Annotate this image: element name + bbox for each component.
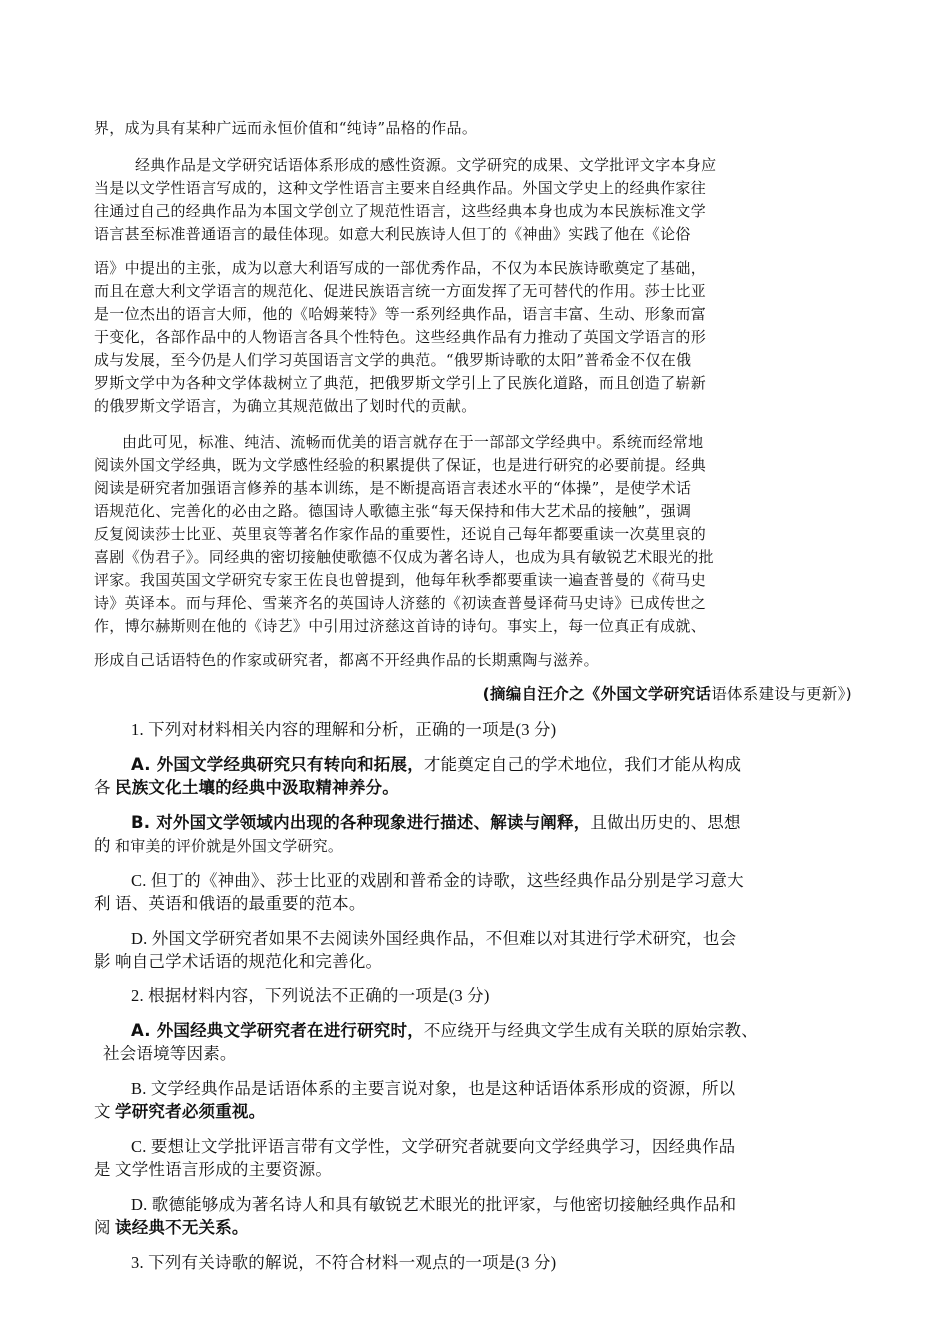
q1-option-a-rest: 才能奠定自己的学术地位，我们才能从构成 — [423, 755, 742, 774]
q1-option-b[interactable] — [131, 813, 741, 833]
passage-line: 语规范化、完善化的必由之路。德国诗人歌德主张“每天保持和伟大艺术品的接触”，强调 — [94, 502, 692, 520]
passage-line: 反复阅读莎士比亚、英里哀等著名作家作品的重要性，还说自己每年都要重读一次莫里哀的 — [94, 525, 707, 543]
question-3-stem: 3. 下列有关诗歌的解说，不符合材料一观点的一项是(3 分) — [131, 1253, 557, 1272]
passage-line: 喜剧《伪君子》。同经典的密切接触使歌德不仅成为著名诗人，也成为具有敏锐艺术眼光的批 — [94, 548, 714, 566]
q2-option-a-cont: 社会语境等因素。 — [103, 1044, 237, 1063]
q1-option-d-cont: 影 响自己学术话语的规范化和完善化。 — [94, 952, 383, 971]
q2-option-b[interactable]: B. 文学经典作品是话语体系的主要言说对象，也是这种话语体系形成的资源，所以 — [131, 1079, 736, 1098]
q2-option-c-cont: 是 文学性语言形成的主要资源。 — [94, 1160, 333, 1179]
q2-option-d-cont-prefix: 阅 — [94, 1218, 116, 1237]
q1-option-b-cont-text: 和审美的评价就是外国文学研究。 — [115, 837, 344, 855]
source-citation — [483, 684, 852, 704]
q2-option-d[interactable]: D. 歌德能够成为著名诗人和具有敏锐艺术眼光的批评家，与他密切接触经典作品和 — [131, 1195, 737, 1214]
q1-option-b-bold: B. 对外国文学领域内出现的各种现象进行描述、解读与阐释， — [131, 813, 591, 832]
passage-line: 由此可见，标准、纯洁、流畅而优美的语言就存在于一部部文学经典中。系统而经常地 — [122, 433, 704, 451]
passage-line: 作，博尔赫斯则在他的《诗艺》中引用过济慈这首诗的诗句。事实上，每一位真正有成就、 — [94, 617, 707, 635]
passage-line: 的俄罗斯文学语言，为确立其规范做出了划时代的贡献。 — [94, 397, 477, 415]
passage-line: 经典作品是文学研究话语体系形成的感性资源。文学研究的成果、文学批评文字本身应 — [135, 156, 717, 174]
passage-line: 语言甚至标准普通语言的最佳体现。如意大利民族诗人但丁的《神曲》实践了他在《论俗 — [94, 225, 691, 243]
q1-option-b-cont — [94, 836, 343, 856]
passage-line: 界，成为具有某种广远而永恒价值和“纯诗”品格的作品。 — [94, 119, 478, 137]
passage-line: 诗》英译本。而与拜伦、雪莱齐名的英国诗人济慈的《初读查普曼译荷马史诗》已成传世之 — [94, 594, 707, 612]
passage-line: 阅读是研究者加强语言修养的基本训练，是不断提高语言表述水平的“体操”，是使学术话 — [94, 479, 692, 497]
question-2-stem: 2. 根据材料内容，下列说法不正确的一项是(3 分) — [131, 986, 490, 1005]
q1-option-c-cont: 利 语、英语和俄语的最重要的范本。 — [94, 894, 366, 913]
q2-option-c[interactable]: C. 要想让文学批评语言带有文学性，文学研究者就要向文学经典学习，因经典作品 — [131, 1137, 736, 1156]
q1-option-b-cont-prefix: 的 — [94, 836, 116, 855]
q2-option-b-cont — [94, 1102, 265, 1122]
passage-line: 往通过自己的经典作品为本国文学创立了规范性语言，这些经典本身也成为本民族标准文学 — [94, 202, 707, 220]
q1-option-d[interactable]: D. 外国文学研究者如果不去阅读外国经典作品，不但难以对其进行学术研究，也会 — [131, 929, 737, 948]
passage-line: 而且在意大利文学语言的规范化、促进民族语言统一方面发挥了无可替代的作用。莎士比亚 — [94, 282, 707, 300]
q2-option-b-cont-bold: 学研究者必须重视。 — [115, 1102, 266, 1121]
q2-option-a-bold: A. 外国经典文学研究者在进行研究时， — [131, 1021, 424, 1040]
q1-option-a-cont-bold: 民族文化土壤的经典中汲取精神养分。 — [115, 778, 399, 797]
q1-option-a-cont — [94, 778, 399, 798]
passage-line: 于变化，各部作品中的人物语言各具个性特色。这些经典作品有力推动了英国文学语言的形 — [94, 328, 707, 346]
q2-option-d-cont — [94, 1218, 249, 1238]
q2-option-a[interactable] — [131, 1021, 758, 1041]
passage-line: 语》中提出的主张，成为以意大利语写成的一部优秀作品，不仅为本民族诗歌奠定了基础， — [94, 259, 707, 277]
passage-line: 形成自己话语特色的作家或研究者，都离不开经典作品的长期熏陶与滋养。 — [94, 651, 599, 669]
source-citation-rest: 语体系建设与更新》) — [711, 685, 852, 703]
passage-line: 成与发展，至今仍是人们学习英国语言文学的典范。“俄罗斯诗歌的太阳”普希金不仅在俄 — [94, 351, 692, 369]
q1-option-b-rest: 且做出历史的、思想 — [590, 813, 741, 832]
passage-line: 评家。我国英国文学研究专家王佐良也曾提到，他每年秋季都要重读一遍查普曼的《荷马史 — [94, 571, 707, 589]
q1-option-c[interactable]: C. 但丁的《神曲》、莎士比亚的戏剧和普希金的诗歌，这些经典作品分别是学习意大 — [131, 871, 744, 890]
passage-line: 当是以文学性语言写成的，这种文学性语言主要来自经典作品。外国文学史上的经典作家往 — [94, 179, 707, 197]
q2-option-a-rest: 不应绕开与经典文学生成有关联的原始宗教、 — [423, 1021, 758, 1040]
passage-line: 罗斯文学中为各种文学体裁树立了典范，把俄罗斯文学引上了民族化道路，而且创造了崭新 — [94, 374, 707, 392]
q1-option-a[interactable] — [131, 755, 741, 775]
q2-option-b-cont-prefix: 文 — [94, 1102, 116, 1121]
question-1-stem: 1. 下列对材料相关内容的理解和分析，正确的一项是(3 分) — [131, 720, 557, 739]
q2-option-d-cont-bold: 读经典不无关系。 — [115, 1218, 249, 1237]
passage-line: 是一位杰出的语言大师，他的《哈姆莱特》等一系列经典作品，语言丰富、生动、形象而富 — [94, 305, 707, 323]
q1-option-a-bold: A. 外国文学经典研究只有转向和拓展， — [131, 755, 424, 774]
q1-option-a-cont-prefix: 各 — [94, 778, 116, 797]
source-citation-bold: (摘编自汪介之《外国文学研究话 — [482, 685, 712, 703]
passage-line: 阅读外国文学经典，既为文学感性经验的积累提供了保证，也是进行研究的必要前提。经典 — [94, 456, 707, 474]
